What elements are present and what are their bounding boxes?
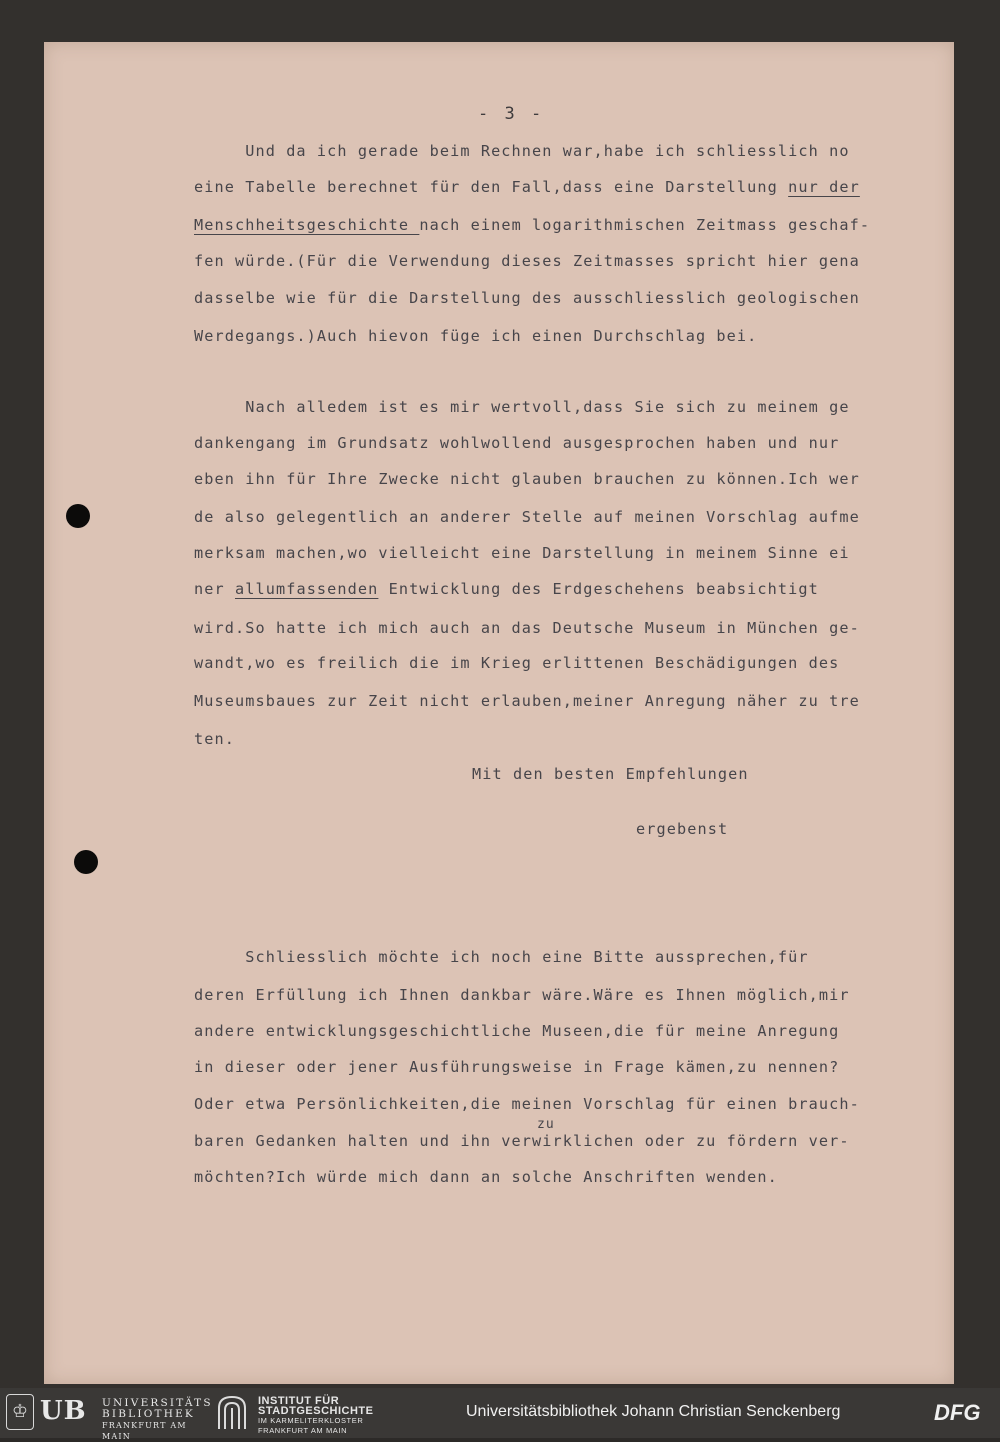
punch-hole-bottom: [74, 850, 98, 874]
page-number: - 3 -: [478, 104, 545, 124]
text-line: Oder etwa Persönlichkeiten,die meinen Vorschlag für einen brauch-: [194, 1095, 860, 1113]
text-line: deren Erfüllung ich Ihnen dankbar wäre.Wäre es Ihnen möglich,mir: [194, 986, 850, 1004]
underlined-phrase: Menschheitsgeschichte: [194, 216, 420, 234]
interlinear-insertion: zu: [537, 1117, 555, 1132]
ub-name: [102, 1398, 213, 1442]
text-line: [194, 178, 860, 196]
arch-icon: [216, 1394, 248, 1430]
underlined-phrase: nur der: [788, 178, 860, 196]
text-line: eben ihn für Ihre Zwecke nicht glauben brauchen zu können.Ich wer: [194, 470, 860, 488]
text-line: dankengang im Grundsatz wohlwollend ausgesprochen haben und nur: [194, 434, 840, 452]
ub-line-2: BIBLIOTHEK: [102, 1408, 195, 1420]
text-line: baren Gedanken halten und ihn verwirklichen oder zu fördern ver-: [194, 1132, 850, 1150]
text-line: merksam machen,wo vielleicht eine Darstellung in meinem Sinne ei: [194, 544, 850, 562]
text-line: in dieser oder jener Ausführungsweise in Frage kämen,zu nennen?: [194, 1058, 840, 1076]
underlined-phrase: allumfassenden: [234, 580, 379, 598]
isg-line-1: INSTITUT FÜR: [258, 1395, 340, 1407]
seal-icon: ♔: [6, 1394, 34, 1430]
text-line: Und da ich gerade beim Rechnen war,habe ich schliesslich no: [194, 142, 850, 160]
isg-line-4: FRANKFURT AM MAIN: [258, 1426, 348, 1435]
punch-hole-top: [66, 504, 90, 528]
isg-line-3: IM KARMELITERKLOSTER: [258, 1416, 364, 1425]
text-line: dasselbe wie für die Darstellung des ausschliesslich geologischen: [194, 289, 860, 307]
closing-signoff: ergebenst: [636, 820, 729, 838]
library-name[interactable]: Universitätsbibliothek Johann Christian Senckenberg: [466, 1403, 841, 1420]
text-line: Werdegangs.)Auch hievon füge ich einen Durchschlag bei.: [194, 327, 758, 345]
text-line-part: ner: [194, 580, 235, 598]
text-line: Museumsbaues zur Zeit nicht erlauben,meiner Anregung näher zu tre: [194, 692, 860, 710]
isg-logo[interactable]: [216, 1394, 416, 1435]
text-line: möchten?Ich würde mich dann an solche Anschriften wenden.: [194, 1168, 778, 1186]
text-line-part: nach einem logarithmischen Zeitmass geschaf-: [419, 216, 871, 234]
ub-logo[interactable]: [6, 1394, 213, 1441]
isg-name: [258, 1396, 373, 1436]
text-line: [194, 580, 819, 598]
text-line: ten.: [194, 730, 235, 748]
text-line: de also gelegentlich an anderer Stelle auf meinen Vorschlag aufme: [194, 508, 860, 526]
ub-line-3: FRANKFURT AM MAIN: [102, 1421, 187, 1441]
text-line: wandt,wo es freilich die im Krieg erlittenen Beschädigungen des: [194, 654, 840, 672]
text-line: [194, 216, 870, 234]
text-line: Nach alledem ist es mir wertvoll,dass Sie sich zu meinem ge: [194, 398, 850, 416]
text-line: Schliesslich möchte ich noch eine Bitte aussprechen,für: [194, 948, 809, 966]
text-line: andere entwicklungsgeschichtliche Museen,die für meine Anregung: [194, 1022, 840, 1040]
footer-bar: [0, 1388, 1000, 1441]
ub-mark: UB: [40, 1396, 87, 1426]
text-line-part: Entwicklung des Erdgeschehens beabsichtigt: [378, 580, 819, 598]
text-line: wird.So hatte ich mich auch an das Deutsche Museum in München ge-: [194, 619, 860, 637]
ub-line-1: UNIVERSITÄTS: [102, 1397, 213, 1409]
closing-phrase: Mit den besten Empfehlungen: [472, 765, 749, 783]
dfg-logo[interactable]: DFG: [934, 1400, 981, 1425]
text-line-part: eine Tabelle berechnet für den Fall,dass eine Darstellung: [194, 178, 789, 196]
text-line: fen würde.(Für die Verwendung dieses Zeitmasses spricht hier gena: [194, 252, 860, 270]
isg-line-2: STADTGESCHICHTE: [258, 1405, 374, 1417]
